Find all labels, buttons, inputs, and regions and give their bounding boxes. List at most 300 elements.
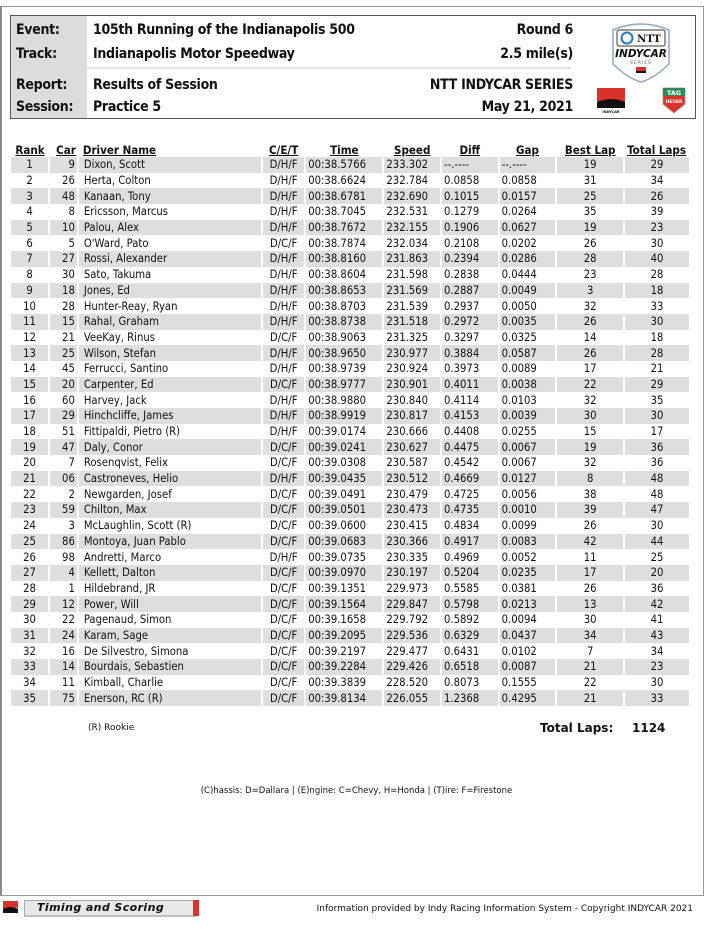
best-lap-cell: 19 xyxy=(556,157,624,173)
chassis-engine-tire-cell: D/H/F xyxy=(262,549,305,565)
total-laps-cell: 44 xyxy=(624,534,689,550)
rank-cell: 28 xyxy=(11,581,49,597)
rank-cell: 23 xyxy=(11,502,49,518)
diff-cell: 0.2838 xyxy=(441,267,499,283)
diff-cell: 0.4475 xyxy=(441,439,499,455)
lap-time-cell: 00:39.8134 xyxy=(305,690,383,706)
table-row xyxy=(11,173,689,189)
rank-cell: 6 xyxy=(11,235,49,251)
chassis-engine-tire-cell: D/C/F xyxy=(262,377,305,393)
diff-cell: 0.2937 xyxy=(441,298,499,314)
total-laps-cell: 25 xyxy=(650,550,664,564)
report-label: Report: xyxy=(16,77,68,93)
lap-time-cell: 00:39.3839 xyxy=(305,675,383,691)
event-name: 105th Running of the Indianapolis 500 xyxy=(93,22,355,38)
best-lap-cell: 31 xyxy=(556,173,624,189)
diff-cell: 0.4542 xyxy=(441,455,499,471)
chassis-engine-tire-cell: D/C/F xyxy=(262,455,305,471)
rank-cell: 20 xyxy=(11,455,49,471)
driver-name-cell: Rosenqvist, Felix xyxy=(78,455,262,471)
lap-time-cell: 00:38.7874 xyxy=(305,235,383,251)
car-number-cell: 1 xyxy=(49,581,78,597)
gap-cell: 0.0067 xyxy=(499,439,557,455)
event-label: Event: xyxy=(16,22,60,38)
gap-cell: 0.0127 xyxy=(499,471,557,487)
total-laps-cell: 29 xyxy=(624,157,689,173)
diff-cell: 0.5204 xyxy=(441,565,499,581)
driver-name-cell: Newgarden, Josef xyxy=(78,486,262,502)
diff-cell: 0.0858 xyxy=(441,173,499,189)
series-logos xyxy=(591,18,691,116)
session-name: Practice 5 xyxy=(93,99,161,115)
best-lap-cell: 3 xyxy=(556,283,624,299)
lap-time-cell: 00:39.0491 xyxy=(305,486,383,502)
driver-name-cell: Hunter-Reay, Ryan xyxy=(78,298,262,314)
table-row xyxy=(11,408,689,424)
driver-name-cell: Kanaan, Tony xyxy=(78,188,262,204)
speed-cell: 230.666 xyxy=(383,424,441,440)
speed-cell: 230.924 xyxy=(383,361,441,377)
chassis-engine-tire-cell: D/C/F xyxy=(262,565,305,581)
speed-cell: 229.847 xyxy=(383,596,441,612)
car-number-cell: 11 xyxy=(49,675,78,691)
driver-name-cell: Rahal, Graham xyxy=(78,314,262,330)
table-row xyxy=(11,157,689,173)
chassis-engine-tire-cell: D/H/F xyxy=(262,361,305,377)
gap-cell: 0.0255 xyxy=(499,424,557,440)
car-number-cell: 06 xyxy=(49,471,78,487)
chassis-engine-tire-cell: D/C/F xyxy=(262,643,305,659)
table-row xyxy=(11,314,689,330)
table-row xyxy=(11,330,689,346)
diff-cell: 1.2368 xyxy=(441,690,499,706)
lap-time-cell: 00:39.2284 xyxy=(305,659,383,675)
total-laps-cell: 29 xyxy=(624,377,689,393)
diff-cell: 0.4969 xyxy=(441,549,499,565)
best-lap-cell: 7 xyxy=(556,643,624,659)
best-lap-cell: 22 xyxy=(556,377,624,393)
chassis-engine-tire-cell: D/C/F xyxy=(262,628,305,644)
best-lap-cell: 30 xyxy=(556,408,624,424)
best-lap-cell: 17 xyxy=(556,361,624,377)
table-row xyxy=(11,565,689,581)
car-number-cell: 3 xyxy=(49,518,78,534)
speed-cell: 231.518 xyxy=(383,314,441,330)
car-number-cell: 14 xyxy=(49,659,78,675)
rank-cell: 7 xyxy=(11,251,49,267)
best-lap-cell: 32 xyxy=(556,392,624,408)
best-lap-cell: 38 xyxy=(556,486,624,502)
driver-name-cell: Castroneves, Helio xyxy=(78,471,262,487)
rank-cell: 3 xyxy=(11,188,49,204)
total-laps-cell: 43 xyxy=(624,628,689,644)
speed-cell: 229.477 xyxy=(383,643,441,659)
driver-name-cell: Fittipaldi, Pietro (R) xyxy=(78,424,262,440)
speed-cell: 231.539 xyxy=(383,298,441,314)
diff-cell: 0.5585 xyxy=(441,581,499,597)
lap-time-cell: 00:39.2095 xyxy=(305,628,383,644)
car-number-cell: 16 xyxy=(49,643,78,659)
car-number-cell: 26 xyxy=(49,173,78,189)
diff-cell: 0.4011 xyxy=(441,377,499,393)
speed-cell: 230.901 xyxy=(383,377,441,393)
car-number-cell: 21 xyxy=(49,330,78,346)
chassis-engine-tire-cell: D/H/F xyxy=(262,408,305,424)
track-length: 2.5 mile(s) xyxy=(500,46,573,62)
driver-name-cell: Hildebrand, JR xyxy=(78,581,262,597)
gap-cell: 0.0094 xyxy=(499,612,557,628)
speed-cell: 232.531 xyxy=(383,204,441,220)
lap-time-cell: 00:38.6624 xyxy=(305,173,383,189)
rank-cell: 11 xyxy=(11,314,49,330)
chassis-engine-tire-cell: D/H/F xyxy=(262,188,305,204)
table-row xyxy=(11,267,689,283)
total-laps-cell: 26 xyxy=(624,188,689,204)
table-row xyxy=(11,298,689,314)
best-lap-cell: 22 xyxy=(556,675,624,691)
diff-cell: 0.4735 xyxy=(441,502,499,518)
table-row xyxy=(11,581,689,597)
table-row xyxy=(11,534,689,550)
track-label: Track: xyxy=(16,46,57,62)
gap-cell: 0.0858 xyxy=(499,173,557,189)
speed-cell: 231.863 xyxy=(383,251,441,267)
best-lap-cell: 39 xyxy=(556,502,624,518)
table-row xyxy=(11,204,689,220)
lap-time-cell: 00:38.7672 xyxy=(305,220,383,236)
lap-time-cell: 00:39.1351 xyxy=(305,581,383,597)
rank-cell: 5 xyxy=(11,220,49,236)
chassis-engine-tire-cell: D/C/F xyxy=(262,439,305,455)
gap-cell: 0.0437 xyxy=(499,628,557,644)
total-laps-cell: 48 xyxy=(650,487,664,501)
total-laps-cell: 48 xyxy=(624,471,689,487)
car-number-cell: 18 xyxy=(49,283,78,299)
gap-cell: 0.0264 xyxy=(499,204,557,220)
col-speed: Speed xyxy=(394,143,431,157)
driver-name-cell: Harvey, Jack xyxy=(78,392,262,408)
gap-cell: 0.0202 xyxy=(499,235,557,251)
diff-cell: 0.3884 xyxy=(441,345,499,361)
best-lap-cell: 26 xyxy=(556,345,624,361)
driver-name-cell: Kellett, Dalton xyxy=(78,565,262,581)
indycar-flag-icon xyxy=(2,898,26,918)
total-laps-cell: 36 xyxy=(650,581,664,595)
total-laps-cell: 18 xyxy=(650,330,664,344)
car-number-cell: 15 xyxy=(49,314,78,330)
rookie-note: (R) Rookie xyxy=(88,723,135,733)
rank-cell: 29 xyxy=(11,596,49,612)
session-label: Session: xyxy=(16,99,74,115)
col-total-laps: Total Laps xyxy=(627,143,686,157)
col-car: Car xyxy=(56,143,76,157)
table-row xyxy=(11,518,689,534)
total-laps-cell: 39 xyxy=(650,205,664,219)
gap-cell: 0.0627 xyxy=(499,220,557,236)
col-time: Time xyxy=(330,143,359,157)
table-row xyxy=(11,392,689,408)
driver-name-cell: Montoya, Juan Pablo xyxy=(78,534,262,550)
driver-name-cell: Rossi, Alexander xyxy=(78,251,262,267)
gap-cell: 0.0381 xyxy=(499,581,557,597)
chassis-engine-tire-cell: D/C/F xyxy=(262,534,305,550)
best-lap-cell: 14 xyxy=(556,330,624,346)
total-laps-cell: 35 xyxy=(650,393,664,407)
chassis-engine-tire-cell: D/C/F xyxy=(262,596,305,612)
report-header xyxy=(10,15,696,119)
lap-time-cell: 00:39.0683 xyxy=(305,534,383,550)
heuer-text: HEUER xyxy=(665,100,683,105)
car-number-cell: 47 xyxy=(49,439,78,455)
lap-time-cell: 00:38.8604 xyxy=(305,267,383,283)
driver-name-cell: Hinchcliffe, James xyxy=(78,408,262,424)
table-row xyxy=(11,377,689,393)
gap-cell: 0.0052 xyxy=(499,549,557,565)
total-laps-cell: 33 xyxy=(650,299,664,313)
total-laps-cell: 30 xyxy=(650,519,664,533)
ntt-indycar-logo xyxy=(613,24,669,82)
results-header-row xyxy=(11,139,689,157)
indycar-small-text: INDYCAR xyxy=(602,110,620,114)
total-laps-cell: 17 xyxy=(650,425,664,439)
best-lap-cell: 34 xyxy=(556,628,624,644)
chassis-engine-tire-cell: D/H/F xyxy=(262,314,305,330)
ntt-logo-text: NTT xyxy=(637,34,661,45)
chassis-engine-tire-cell: D/C/F xyxy=(262,659,305,675)
chassis-engine-tire-cell: D/H/F xyxy=(262,220,305,236)
chassis-engine-tire-cell: D/H/F xyxy=(262,251,305,267)
diff-cell: --.---- xyxy=(441,157,499,173)
total-laps-cell: 42 xyxy=(624,596,689,612)
driver-name-cell: Pagenaud, Simon xyxy=(78,612,262,628)
lap-time-cell: 00:39.0241 xyxy=(305,439,383,455)
diff-cell: 0.8073 xyxy=(441,675,499,691)
speed-cell: 230.473 xyxy=(383,502,441,518)
diff-cell: 0.3973 xyxy=(441,361,499,377)
gap-cell: --.---- xyxy=(499,157,557,173)
rank-cell: 32 xyxy=(11,643,49,659)
lap-time-cell: 00:38.8738 xyxy=(305,314,383,330)
best-lap-cell: 21 xyxy=(556,690,624,706)
rank-cell: 31 xyxy=(11,628,49,644)
driver-name-cell: Sato, Takuma xyxy=(78,267,262,283)
lap-time-cell: 00:39.0308 xyxy=(305,455,383,471)
indycar-flag-logo xyxy=(597,88,625,114)
lap-time-cell: 00:39.0174 xyxy=(305,424,383,440)
chassis-engine-tire-cell: D/C/F xyxy=(262,502,305,518)
speed-cell: 230.479 xyxy=(383,486,441,502)
gap-cell: 0.1555 xyxy=(499,675,557,691)
table-row xyxy=(11,361,689,377)
tag-heuer-logo xyxy=(663,88,685,113)
best-lap-cell: 13 xyxy=(556,596,624,612)
rank-cell: 22 xyxy=(11,486,49,502)
results-table xyxy=(11,139,689,706)
chassis-engine-tire-cell: D/H/F xyxy=(262,298,305,314)
rank-cell: 19 xyxy=(11,439,49,455)
car-number-cell: 51 xyxy=(49,424,78,440)
car-number-cell: 22 xyxy=(49,612,78,628)
lap-time-cell: 00:38.9650 xyxy=(305,345,383,361)
diff-cell: 0.5892 xyxy=(441,612,499,628)
speed-cell: 229.426 xyxy=(383,659,441,675)
speed-cell: 232.690 xyxy=(383,188,441,204)
table-row xyxy=(11,486,689,502)
table-row xyxy=(11,549,689,565)
driver-name-cell: Jones, Ed xyxy=(78,283,262,299)
round-number: Round 6 xyxy=(516,22,573,38)
driver-name-cell: Enerson, RC (R) xyxy=(78,690,262,706)
car-number-cell: 4 xyxy=(49,565,78,581)
rank-cell: 34 xyxy=(11,675,49,691)
session-date: May 21, 2021 xyxy=(481,99,573,115)
rank-cell: 35 xyxy=(11,690,49,706)
tag-text: TAG xyxy=(666,89,682,97)
speed-cell: 230.840 xyxy=(383,392,441,408)
speed-cell: 230.977 xyxy=(383,345,441,361)
best-lap-cell: 35 xyxy=(556,204,624,220)
timing-scoring-label: Timing and Scoring xyxy=(24,900,196,917)
total-laps-cell: 20 xyxy=(624,565,689,581)
header-divider xyxy=(87,67,571,69)
lap-time-cell: 00:38.5766 xyxy=(305,157,383,173)
rank-cell: 25 xyxy=(11,534,49,550)
chassis-engine-tire-cell: D/C/F xyxy=(262,486,305,502)
speed-cell: 230.512 xyxy=(383,471,441,487)
total-laps-cell: 30 xyxy=(650,676,664,690)
track-name: Indianapolis Motor Speedway xyxy=(93,46,295,62)
table-row xyxy=(11,283,689,299)
best-lap-cell: 28 xyxy=(556,251,624,267)
footer-credit: Information provided by Indy Racing Information System - Copyright INDYCAR 2021 xyxy=(316,904,693,914)
driver-name-cell: Daly, Conor xyxy=(78,439,262,455)
lap-time-cell: 00:38.6781 xyxy=(305,188,383,204)
rank-cell: 33 xyxy=(11,659,49,675)
gap-cell: 0.0035 xyxy=(499,314,557,330)
best-lap-cell: 15 xyxy=(556,424,624,440)
table-row xyxy=(11,502,689,518)
rank-cell: 17 xyxy=(11,408,49,424)
driver-name-cell: McLaughlin, Scott (R) xyxy=(78,518,262,534)
col-best-lap: Best Lap xyxy=(564,143,616,157)
driver-name-cell: Wilson, Stefan xyxy=(78,345,262,361)
speed-cell: 231.325 xyxy=(383,330,441,346)
gap-cell: 0.0010 xyxy=(499,502,557,518)
diff-cell: 0.1906 xyxy=(441,220,499,236)
lap-time-cell: 00:39.1564 xyxy=(305,596,383,612)
diff-cell: 0.2887 xyxy=(441,283,499,299)
gap-cell: 0.0102 xyxy=(499,643,557,659)
table-row xyxy=(11,455,689,471)
gap-cell: 0.0099 xyxy=(499,518,557,534)
chassis-engine-tire-cell: D/H/F xyxy=(262,283,305,299)
table-row xyxy=(11,424,689,440)
table-row xyxy=(11,612,689,628)
gap-cell: 0.0038 xyxy=(499,377,557,393)
best-lap-cell: 21 xyxy=(556,659,624,675)
total-laps-cell: 41 xyxy=(650,613,664,627)
diff-cell: 0.1279 xyxy=(441,204,499,220)
driver-name-cell: Dixon, Scott xyxy=(78,157,262,173)
rank-cell: 27 xyxy=(11,565,49,581)
lap-time-cell: 00:39.2197 xyxy=(305,643,383,659)
speed-cell: 228.520 xyxy=(383,675,441,691)
lap-time-cell: 00:38.9739 xyxy=(305,361,383,377)
rank-cell: 13 xyxy=(11,345,49,361)
chassis-engine-tire-cell: D/H/F xyxy=(262,345,305,361)
total-laps-value: 1124 xyxy=(632,721,666,735)
chassis-engine-tire-cell: D/C/F xyxy=(262,330,305,346)
speed-cell: 230.366 xyxy=(383,534,441,550)
gap-cell: 0.0056 xyxy=(499,486,557,502)
car-number-cell: 86 xyxy=(49,534,78,550)
series-name: NTT INDYCAR SERIES xyxy=(429,77,573,93)
gap-cell: 0.0286 xyxy=(499,251,557,267)
chassis-engine-tire-cell: D/H/F xyxy=(262,424,305,440)
best-lap-cell: 26 xyxy=(556,235,624,251)
table-row xyxy=(11,675,689,691)
gap-cell: 0.0235 xyxy=(499,565,557,581)
speed-cell: 230.587 xyxy=(383,455,441,471)
car-number-cell: 12 xyxy=(49,596,78,612)
best-lap-cell: 17 xyxy=(556,565,624,581)
table-row xyxy=(11,345,689,361)
total-laps-cell: 28 xyxy=(624,345,689,361)
car-number-cell: 8 xyxy=(49,204,78,220)
total-laps-cell: 40 xyxy=(624,251,689,267)
total-laps-cell: 21 xyxy=(650,362,664,376)
speed-cell: 232.155 xyxy=(383,220,441,236)
rank-cell: 15 xyxy=(11,377,49,393)
cet-legend: (C)hassis: D=Dallara | (E)ngine: C=Chevy, H=Honda | (T)ire: F=Firestone xyxy=(200,786,513,796)
total-laps-cell: 36 xyxy=(650,456,664,470)
col-gap: Gap xyxy=(515,143,539,157)
total-laps-cell: 23 xyxy=(624,220,689,236)
speed-cell: 233.302 xyxy=(383,157,441,173)
rank-cell: 14 xyxy=(11,361,49,377)
chassis-engine-tire-cell: D/H/F xyxy=(262,157,305,173)
chassis-engine-tire-cell: D/C/F xyxy=(262,612,305,628)
total-laps-cell: 36 xyxy=(624,439,689,455)
speed-cell: 232.784 xyxy=(383,173,441,189)
rank-cell: 4 xyxy=(11,204,49,220)
car-number-cell: 60 xyxy=(49,392,78,408)
car-number-cell: 5 xyxy=(49,235,78,251)
best-lap-cell: 8 xyxy=(556,471,624,487)
total-laps-cell: 30 xyxy=(624,314,689,330)
car-number-cell: 75 xyxy=(49,690,78,706)
gap-cell: 0.0087 xyxy=(499,659,557,675)
table-row xyxy=(11,235,689,251)
driver-name-cell: Ferrucci, Santino xyxy=(78,361,262,377)
gap-cell: 0.0103 xyxy=(499,392,557,408)
best-lap-cell: 26 xyxy=(556,518,624,534)
best-lap-cell: 26 xyxy=(556,581,624,597)
speed-cell: 226.055 xyxy=(383,690,441,706)
total-laps-cell: 30 xyxy=(624,408,689,424)
speed-cell: 229.792 xyxy=(383,612,441,628)
best-lap-cell: 26 xyxy=(556,314,624,330)
col-driver-name: Driver Name xyxy=(82,143,157,157)
driver-name-cell: De Silvestro, Simona xyxy=(78,643,262,659)
rank-cell: 10 xyxy=(11,298,49,314)
gap-cell: 0.0049 xyxy=(499,283,557,299)
driver-name-cell: VeeKay, Rinus xyxy=(78,330,262,346)
rank-cell: 16 xyxy=(11,392,49,408)
gap-cell: 0.0089 xyxy=(499,361,557,377)
table-row xyxy=(11,628,689,644)
car-number-cell: 27 xyxy=(49,251,78,267)
